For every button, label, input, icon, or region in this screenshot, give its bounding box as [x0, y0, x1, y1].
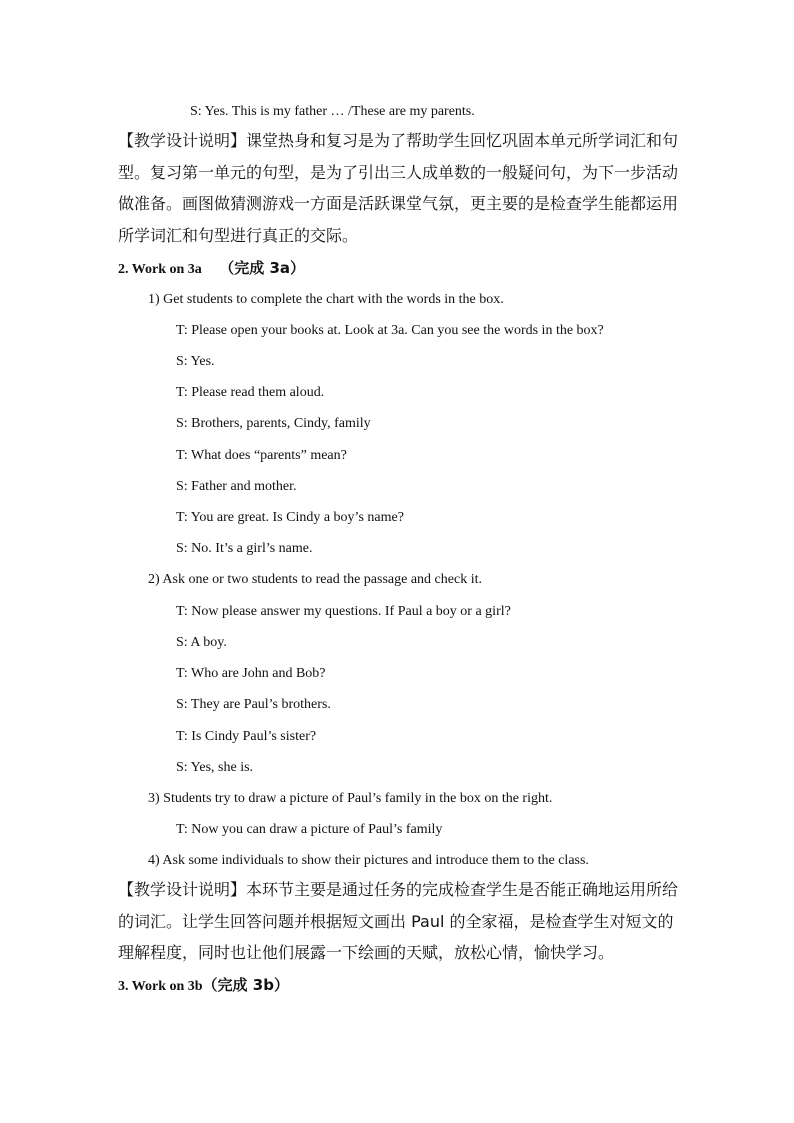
- step-label: 2) Ask one or two students to read the passage and check it.: [148, 572, 482, 587]
- design-note-line: 【教学设计说明】本环节主要是通过任务的完成检查学生是否能正确地运用所给: [118, 880, 679, 899]
- dialogue-line: T: Please read them aloud.: [176, 385, 325, 400]
- dialogue-line: S: A boy.: [176, 635, 227, 650]
- design-note-line: 【教学设计说明】课堂热身和复习是为了帮助学生回忆巩固本单元所学词汇和句: [118, 131, 679, 150]
- dialogue-line: T: Please open your books at. Look at 3a. Can you see the words in the box?: [176, 323, 604, 338]
- dialogue-line: T: Is Cindy Paul’s sister?: [176, 729, 317, 744]
- step-label: 4) Ask some individuals to show their pictures and introduce them to the class.: [148, 853, 589, 868]
- dialogue-line: T: You are great. Is Cindy a boy’s name?: [176, 510, 404, 525]
- dialogue-line: S: Yes.: [176, 354, 215, 369]
- section-title-cn: （完成 3b）: [202, 976, 289, 994]
- section-heading-3a: [118, 259, 305, 279]
- design-note-line: 的词汇。让学生回答问题并根据短文画出 Paul 的全家福，是检查学生对短文的: [118, 912, 674, 931]
- dialogue-line: T: Now you can draw a picture of Paul’s family: [176, 822, 443, 837]
- design-note-line: 理解程度，同时也让他们展露一下绘画的天赋，放松心情，愉快学习。: [118, 943, 615, 962]
- dialogue-line: T: What does “parents” mean?: [176, 448, 347, 463]
- section-title: 3. Work on 3b: [118, 979, 203, 994]
- dialogue-line: S: No. It’s a girl’s name.: [176, 541, 313, 556]
- step-label: 1) Get students to complete the chart with the words in the box.: [148, 292, 504, 307]
- dialogue-line: T: Who are John and Bob?: [176, 666, 326, 681]
- dialogue-line: S: Yes, she is.: [176, 760, 254, 775]
- design-note-line: 型。复习第一单元的句型，是为了引出三人成单数的一般疑问句，为下一步活动: [118, 163, 679, 182]
- dialogue-line: S: Yes. This is my father … /These are my parents.: [190, 104, 475, 119]
- dialogue-line: T: Now please answer my questions. If Paul a boy or a girl?: [176, 604, 511, 619]
- section-title: 2. Work on 3a: [118, 262, 202, 277]
- section-title-cn: （完成 3a）: [219, 259, 306, 277]
- dialogue-line: S: Father and mother.: [176, 479, 297, 494]
- design-note-line: 做准备。画图做猜测游戏一方面是活跃课堂气氛，更主要的是检查学生能都运用: [118, 194, 679, 213]
- step-label: 3) Students try to draw a picture of Paul’s family in the box on the right.: [148, 791, 553, 806]
- dialogue-line: S: They are Paul’s brothers.: [176, 697, 331, 712]
- design-note-line: 所学词汇和句型进行真正的交际。: [118, 226, 359, 245]
- section-heading-3b: [118, 976, 289, 996]
- dialogue-line: S: Brothers, parents, Cindy, family: [176, 416, 371, 431]
